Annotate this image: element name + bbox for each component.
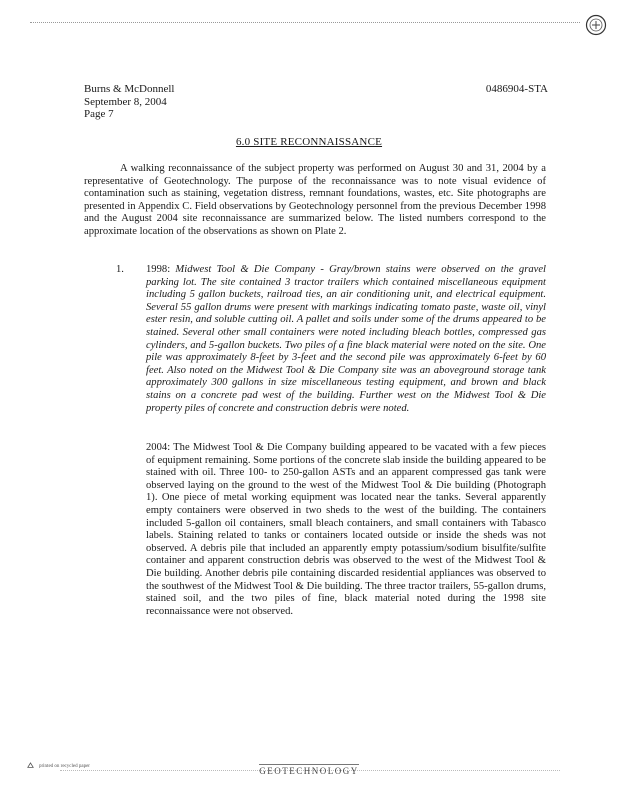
client-name: Burns & McDonnell: [84, 83, 175, 95]
observation-1998-text: Midwest Tool & Die Company - Gray/brown stains were observed on the gravel parking lot. The site contained 3 tractor trailers which contained miscellaneous equipment including 5 gallon buckets, railroad ties, an air conditioning unit, and electrical equipment. Several 55 gallon drums were present with markings indicating tomato paste, waste oil, vinyl ester resin, and soluble cutting oil. A pallet and soils under some of the drums appeared to be stained. Several other small containers were noted including bleach bottles, compressed gas cylinders, and 5-gallon buckets. Two piles of a fine black material were noted on the site. One pile was approximately 8-feet by 3-feet and the second pile was approximately 6-feet by 60 feet. Also noted on the Midwest Tool & Die Company site was an aboveground storage tank approximately 300 gallons in size miscellaneous testing equipment, and brown and black stains on a concrete pad west of the building. Further west on the Midwest Tool & Die property piles of concrete and construction debris were noted.: [146, 264, 546, 414]
observation-number: 1.: [116, 264, 124, 275]
project-number: 0486904-STA: [485, 83, 548, 95]
recycled-paper-text: printed on recycled paper: [39, 764, 90, 769]
letter-header-left: [84, 83, 174, 121]
observation-1998-year: 1998:: [146, 264, 171, 275]
page-number: Page 7: [84, 108, 114, 120]
letter-date: September 8, 2004: [84, 95, 167, 108]
observation-1998: [146, 264, 546, 415]
observation-2004: 2004: The Midwest Tool & Die Company building appeared to be vacated with a few pieces of equipment remaining. Some portions of the concrete slab inside the building appeared to be stained with oil. Three 100- to 250-gallon ASTs and an apparent compressed gas tank were observed laying on the ground to the west of the Midwest Tool & Die building (Photograph 1). One piece of metal working equipment was located near the tanks. Several apparently empty containers were observed in two sheds to the west of the building. The containers included 5-gallon oil containers, small bleach containers, and small containers with Tabasco labels. Staining related to tanks or containers located outside or inside the sheds was not observed. A debris pile that included an apparently empty potassium/sodium bisulfite/sulfite container and apparent construction debris was observed to the west of the Midwest Tool & Die building. Another debris pile containing discarded residential appliances was observed to the southwest of the Midwest Tool & Die building. The three tractor trailers, 55-gallon drums, stained soil, and the two piles of fine, black material noted during the 1998 site reconnaissance were not observed.: [146, 442, 546, 617]
section-title: 6.0 SITE RECONNAISSANCE: [235, 136, 383, 148]
footer-company-name: GEOTECHNOLOGY: [259, 766, 359, 776]
company-seal-icon: [585, 14, 607, 36]
scan-artifact-top: [30, 22, 580, 24]
footer-company: [0, 766, 618, 776]
intro-paragraph: A walking reconnaissance of the subject property was performed on August 30 and 31, 2004 by a representative of Geotechnology. The purpose of the reconnaissance was to note visual evidence of contamination such as staining, vegetation distress, remnant foundations, wastes, etc. Site photographs are presented in Appendix C. Field observations by Geotechnology personnel from the previous December 1998 and the August 2004 site reconnaissance are summarized below. The listed numbers correspond to the approximate location of the observations as shown on Plate 2.: [84, 163, 546, 237]
